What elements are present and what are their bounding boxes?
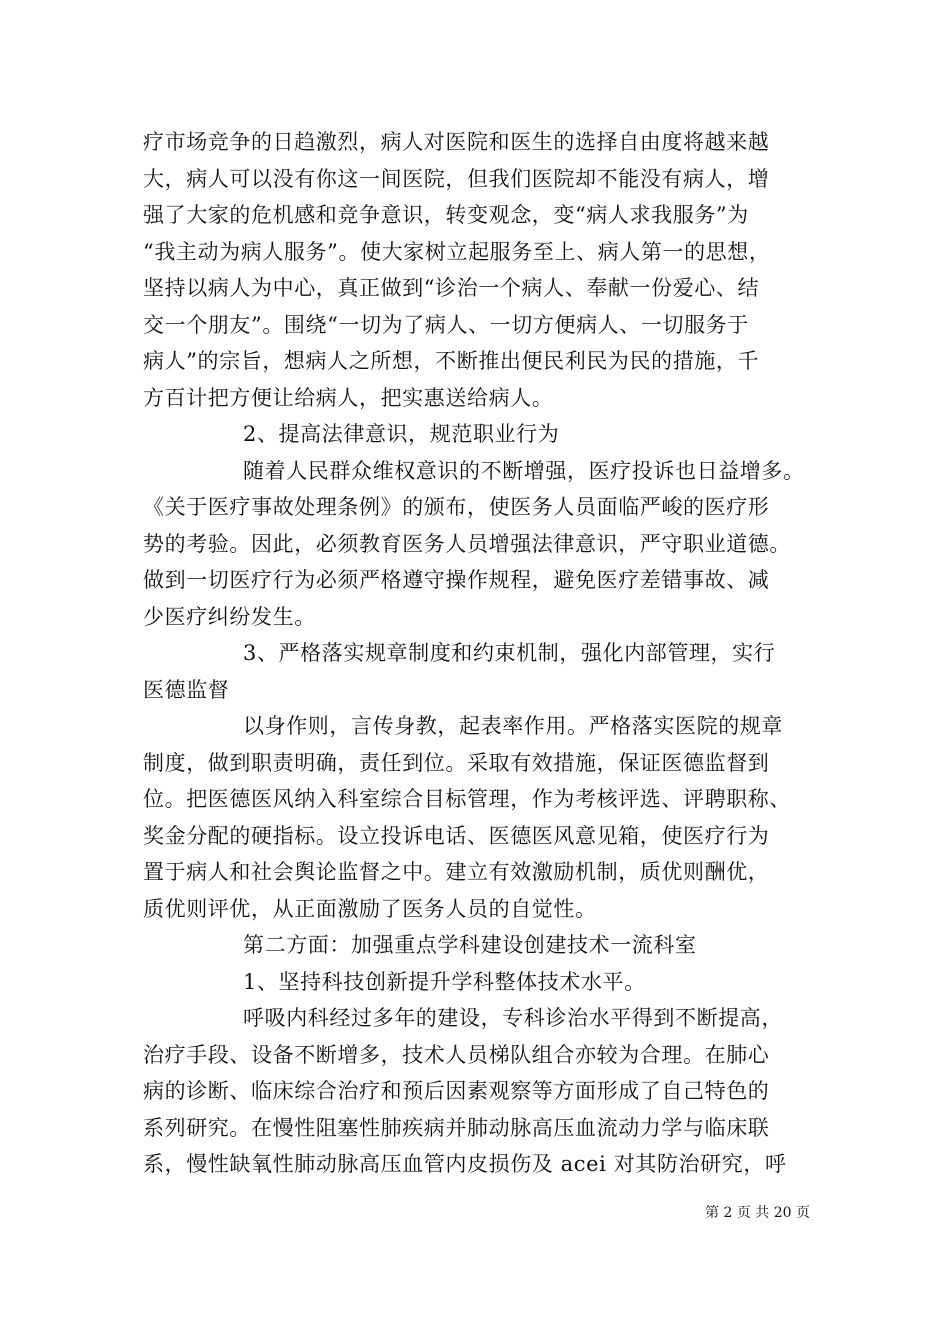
text-line: 系，慢性缺氧性肺动脉高压血管内皮损伤及 acei 对其防治研究，呼 xyxy=(143,1152,787,1176)
section-heading: 2、提高法律意识，规范职业行为 xyxy=(243,422,560,446)
section-heading: 3、严格落实规章制度和约束机制，强化内部管理，实行 xyxy=(243,641,776,665)
text-line: 随着人民群众维权意识的不断增强，医疗投诉也日益增多。 xyxy=(243,458,805,483)
text-line: 置于病人和社会舆论监督之中。建立有效激励机制，质优则酬优， xyxy=(143,860,770,884)
text-line: 治疗手段、设备不断增多，技术人员梯队组合亦较为合理。在肺心 xyxy=(143,1042,770,1067)
text-line: 制度，做到职责明确，责任到位。采取有效措施，保证医德监督到 xyxy=(143,750,770,775)
text-line: 强了大家的危机感和竞争意识，转变观念，变“病人求我服务”为 xyxy=(143,203,749,227)
page-number: 第 2 页 共 20 页 xyxy=(705,1205,810,1221)
document-body xyxy=(143,124,811,1183)
text-line: 疗市场竞争的日趋激烈，病人对医院和医生的选择自由度将越来越 xyxy=(143,130,770,154)
text-line: 位。把医德医风纳入科室综合目标管理，作为考核评选、评聘职称、 xyxy=(143,787,791,811)
text-line: 呼吸内科经过多年的建设，专科诊治水平得到不断提高， xyxy=(243,1006,783,1030)
text-line: 少医疗纠纷发生。 xyxy=(143,604,316,629)
section-heading-continued: 医德监督 xyxy=(143,677,230,702)
chapter-heading: 第二方面：加强重点学科建设创建技术一流科室 xyxy=(243,933,697,957)
text-line: 质优则评优，从正面激励了医务人员的自觉性。 xyxy=(143,896,597,921)
text-line: 方百计把方便让给病人，把实惠送给病人。 xyxy=(143,385,554,410)
section-heading: 1、坚持科技创新提升学科整体技术水平。 xyxy=(243,969,646,994)
text-line: 坚持以病人为中心，真正做到“诊治一个病人、奉献一份爱心、结 xyxy=(143,276,760,300)
text-line: 病的诊断、临床综合治疗和预后因素观察等方面形成了自己特色的 xyxy=(143,1079,770,1103)
text-line: 以身作则，言传身教，起表率作用。严格落实医院的规章 xyxy=(243,714,783,738)
text-line: 《关于医疗事故处理条例》的颁布，使医务人员面临严峻的医疗形 xyxy=(143,495,770,519)
text-line: 交一个朋友”。围绕“一切为了病人、一切方便病人、一切服务于 xyxy=(143,312,749,337)
text-line: 做到一切医疗行为必须严格遵守操作规程，避免医疗差错事故、减 xyxy=(143,568,770,592)
text-line: 奖金分配的硬指标。设立投诉电话、医德医风意见箱，使医疗行为 xyxy=(143,823,770,848)
text-line: 势的考验。因此，必须教育医务人员增强法律意识，严守职业道德。 xyxy=(143,531,791,556)
text-line: 系列研究。在慢性阻塞性肺疾病并肺动脉高压血流动力学与临床联 xyxy=(143,1115,770,1140)
text-line: 病人”的宗旨，想病人之所想，不断推出便民利民为民的措施，千 xyxy=(143,349,760,373)
text-line: 大，病人可以没有你这一间医院，但我们医院却不能没有病人，增 xyxy=(143,166,770,191)
text-line: “我主动为病人服务”。使大家树立起服务至上、病人第一的思想， xyxy=(143,239,771,264)
